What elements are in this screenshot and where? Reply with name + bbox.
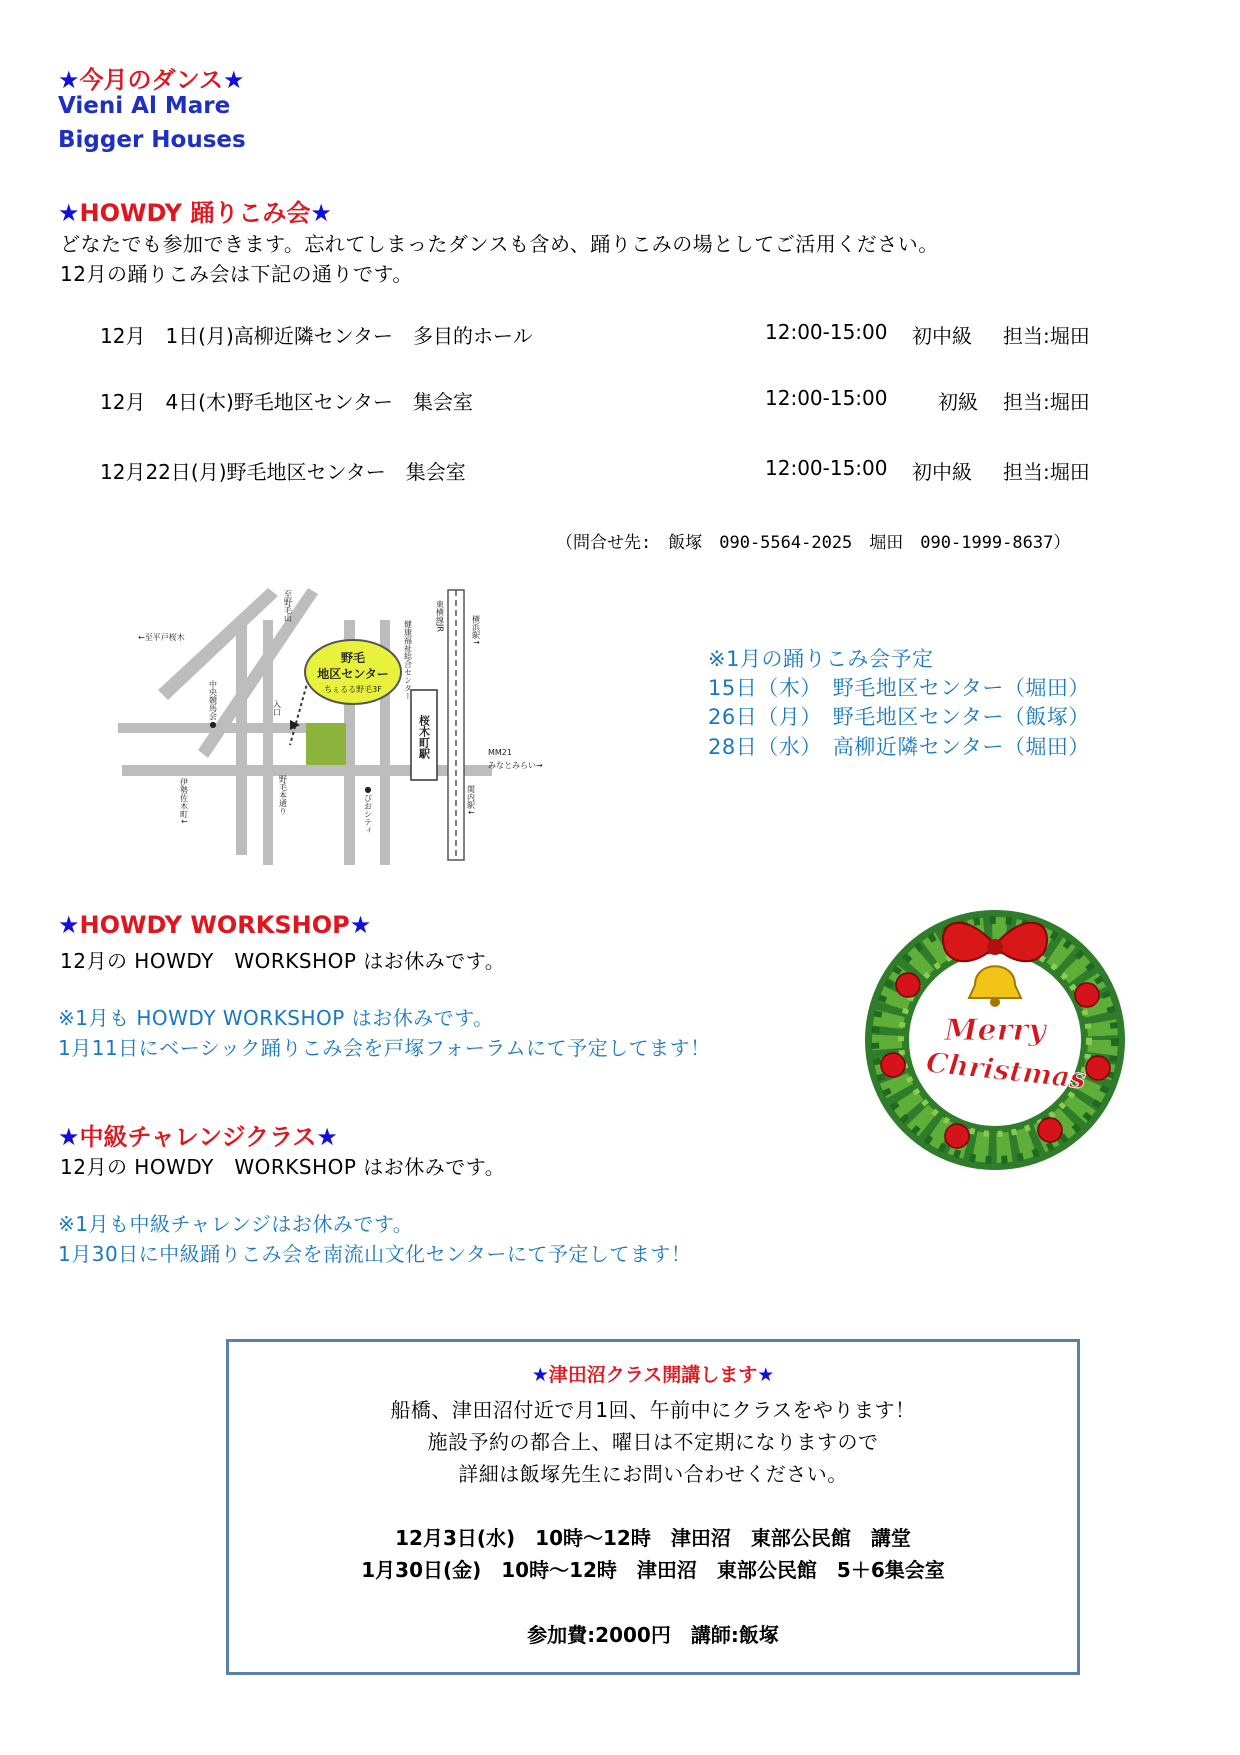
map-jr-line: 東横線JR [435, 600, 445, 632]
upcoming-item: 26日（月） 野毛地区センター（飯塚） [708, 705, 1090, 729]
tsudanuma-line-3: 詳細は飯塚先生にお問い合わせください。 [458, 1462, 848, 1486]
map-minatomirai: みなとみらい→ [488, 761, 543, 770]
map-shiyakusho: 至野毛山 [283, 590, 293, 622]
map-center-name-2: 地区センター [317, 667, 389, 681]
schedule-time: 12:00-15:00 [765, 320, 888, 344]
map-mm21: MM21 [488, 748, 512, 757]
wreath-christmas: Christmas [924, 1045, 1088, 1096]
schedule-staff: 担当:堀田 [1003, 324, 1090, 348]
song-2: Bigger Houses [58, 127, 246, 153]
map-noge-street: 野毛本通り [278, 775, 288, 815]
upcoming-title: ※1月の踊りこみ会予定 [708, 647, 934, 671]
map-sakuragicho: 桜木町駅 [417, 715, 431, 759]
schedule-level: 初級 [938, 390, 978, 414]
wreath-merry: Merry [944, 1013, 1046, 1048]
schedule-staff: 担当:堀田 [1003, 460, 1090, 484]
schedule-date: 12月 1日(月)高柳近隣センター 多目的ホール [100, 324, 533, 348]
workshop-heading: ★HOWDY WORKSHOP★ [58, 911, 372, 939]
schedule-time: 12:00-15:00 [765, 386, 888, 410]
tsudanuma-line-2: 施設予約の都合上、曜日は不定期になりますので [427, 1430, 879, 1454]
map-yokohama: 横浜駅↑ [471, 615, 481, 646]
workshop-note-2: 1月11日にベーシック踊りこみ会を戸塚フォーラムにて予定してます！ [58, 1036, 711, 1060]
map-kenko: 健康福祉総合センター [403, 620, 413, 700]
map-center-sub: ちぇるる野毛3F [324, 685, 382, 694]
workshop-text: 12月の HOWDY WORKSHOP はお休みです。 [60, 949, 506, 973]
map-iriguchi: 入口 [272, 700, 282, 716]
schedule-level: 初中級 [912, 460, 972, 484]
map-heiwa: ←至平戸桜木 [138, 633, 185, 642]
map-center-name-1: 野毛 [340, 651, 366, 665]
song-1: Vieni Al Mare [58, 93, 231, 119]
tsudanuma-fee: 参加費:2000円 講師:飯塚 [527, 1623, 779, 1647]
odorikomi-desc-1: どなたでも参加できます。忘れてしまったダンスも含め、踊りこみの場としてご活用ください。 [60, 232, 939, 256]
challenge-text: 12月の HOWDY WORKSHOP はお休みです。 [60, 1155, 506, 1179]
location-map [118, 580, 543, 865]
map-keiba: 中央競馬会● [208, 680, 218, 729]
workshop-note-1: ※1月も HOWDY WORKSHOP はお休みです。 [58, 1006, 494, 1030]
schedule-date: 12月22日(月)野毛地区センター 集会室 [100, 460, 466, 484]
odorikomi-desc-2: 12月の踊りこみ会は下記の通りです。 [60, 262, 413, 286]
challenge-heading: ★中級チャレンジクラス★ [58, 1123, 338, 1151]
dance-heading: ★今月のダンス★ [58, 66, 245, 94]
tsudanuma-heading: ★津田沼クラス開講します★ [531, 1364, 775, 1386]
odorikomi-heading: ★HOWDY 踊りこみ会★ [58, 199, 332, 227]
tsudanuma-line-1: 船橋、津田沼付近で月1回、午前中にクラスをやります！ [390, 1398, 916, 1422]
christmas-wreath-image [855, 890, 1145, 1180]
map-building [306, 723, 346, 765]
map-pios: ●ぴおシティ [363, 785, 373, 834]
tsudanuma-notice-box [226, 1339, 1080, 1675]
upcoming-item: 28日（水） 高柳近隣センター（堀田） [708, 735, 1090, 759]
tsudanuma-date-2: 1月30日(金) 10時～12時 津田沼 東部公民館 5＋6集会室 [361, 1558, 945, 1582]
challenge-note-1: ※1月も中級チャレンジはお休みです。 [58, 1212, 414, 1236]
challenge-note-2: 1月30日に中級踊りこみ会を南流山文化センターにて予定してます！ [58, 1242, 692, 1266]
schedule-time: 12:00-15:00 [765, 456, 888, 480]
tsudanuma-date-1: 12月3日(水) 10時～12時 津田沼 東部公民館 講堂 [395, 1526, 911, 1550]
map-kannai: 関内駅↓ [466, 785, 476, 816]
schedule-level: 初中級 [912, 324, 972, 348]
schedule-date: 12月 4日(木)野毛地区センター 集会室 [100, 390, 473, 414]
upcoming-item: 15日（木） 野毛地区センター（堀田） [708, 676, 1090, 700]
contact-info: （問合せ先: 飯塚 090-5564-2025 堀田 090-1999-8637） [556, 533, 1071, 553]
schedule-staff: 担当:堀田 [1003, 390, 1090, 414]
map-isezaki: 伊勢佐木町↓ [179, 778, 189, 825]
